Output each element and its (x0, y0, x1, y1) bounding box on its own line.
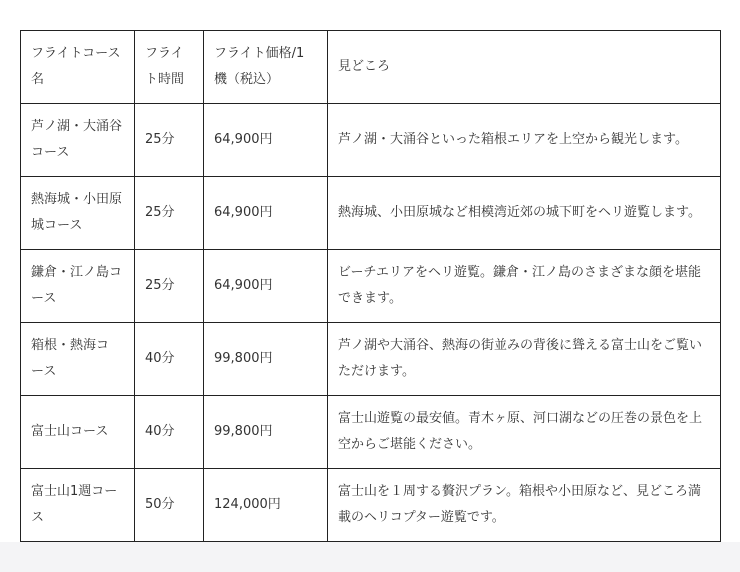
price-cell: 64,900円 (204, 250, 328, 323)
course-name-cell: 芦ノ湖・大涌谷コース (21, 104, 135, 177)
price-cell: 99,800円 (204, 396, 328, 469)
flight-time-cell: 50分 (135, 469, 204, 542)
highlights-cell: 富士山を１周する贅沢プラン。箱根や小田原など、見どころ満載のヘリコプター遊覧です。 (328, 469, 721, 542)
flight-time-cell: 25分 (135, 104, 204, 177)
course-name-cell: 熱海城・小田原城コース (21, 177, 135, 250)
table-row (21, 469, 721, 542)
table-row (21, 177, 721, 250)
highlights-cell: ビーチエリアをヘリ遊覧。鎌倉・江ノ島のさまざまな顔を堪能できます。 (328, 250, 721, 323)
price-cell: 99,800円 (204, 323, 328, 396)
header-course-name: フライトコース名 (21, 31, 135, 104)
price-cell: 124,000円 (204, 469, 328, 542)
highlights-cell: 芦ノ湖や大涌谷、熱海の街並みの背後に聳える富士山をご覧いただけます。 (328, 323, 721, 396)
course-name-cell: 富士山コース (21, 396, 135, 469)
table-row (21, 250, 721, 323)
header-flight-price: フライト価格/1機（税込） (204, 31, 328, 104)
table-row (21, 323, 721, 396)
price-cell: 64,900円 (204, 104, 328, 177)
price-cell: 64,900円 (204, 177, 328, 250)
highlights-cell: 熱海城、小田原城など相模湾近郊の城下町をヘリ遊覧します。 (328, 177, 721, 250)
flight-time-cell: 25分 (135, 177, 204, 250)
header-highlights: 見どころ (328, 31, 721, 104)
header-flight-time: フライト時間 (135, 31, 204, 104)
table-row (21, 396, 721, 469)
table-header-row (21, 31, 721, 104)
course-name-cell: 富士山1週コース (21, 469, 135, 542)
table-row (21, 104, 721, 177)
highlights-cell: 芦ノ湖・大涌谷といった箱根エリアを上空から観光します。 (328, 104, 721, 177)
course-name-cell: 箱根・熱海コース (21, 323, 135, 396)
flight-course-table (20, 30, 721, 542)
flight-time-cell: 40分 (135, 396, 204, 469)
course-name-cell: 鎌倉・江ノ島コース (21, 250, 135, 323)
flight-time-cell: 40分 (135, 323, 204, 396)
highlights-cell: 富士山遊覧の最安値。青木ヶ原、河口湖などの圧巻の景色を上空からご堪能ください。 (328, 396, 721, 469)
flight-time-cell: 25分 (135, 250, 204, 323)
